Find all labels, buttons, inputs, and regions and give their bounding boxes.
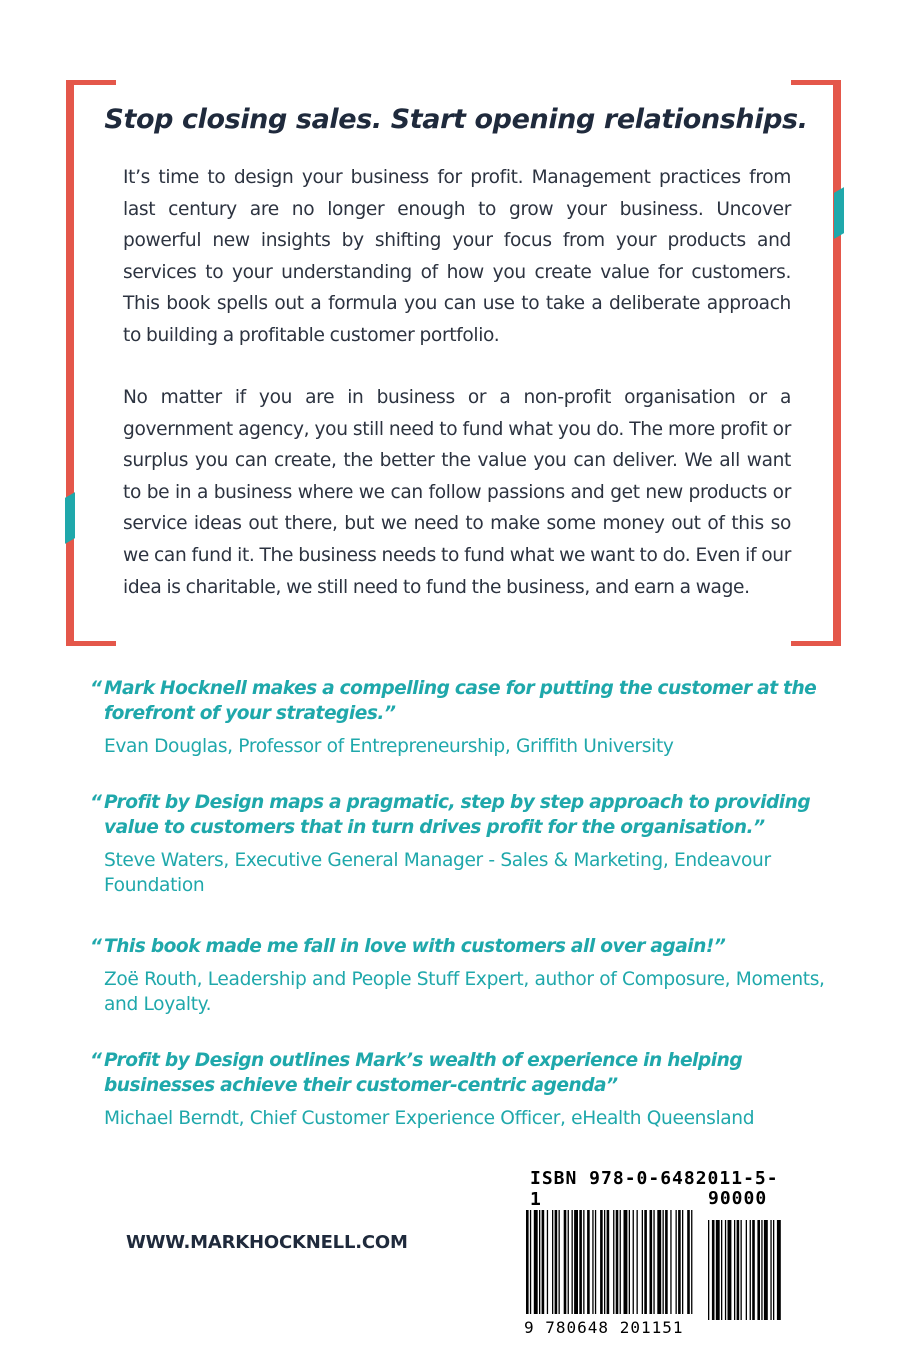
addon-barcode-bar [761, 1220, 762, 1320]
addon-barcode-bar [716, 1220, 720, 1320]
barcode-bar [624, 1210, 628, 1314]
barcode-bar [579, 1210, 582, 1314]
testimonial [92, 790, 832, 898]
barcode-bar [607, 1210, 610, 1314]
barcode-bar [547, 1210, 548, 1314]
testimonial-quote [92, 676, 832, 726]
testimonial [92, 676, 832, 759]
addon-barcode-bar [725, 1220, 726, 1320]
barcode-bar [600, 1210, 603, 1314]
barcode-bar [572, 1210, 573, 1314]
barcode-bar [613, 1210, 614, 1314]
quote-text: Profit by Design outlines Mark’s wealth of experience in helping businesses achieve their customer-centric agenda” [104, 1050, 743, 1096]
addon-barcode-bar [708, 1220, 709, 1320]
testimonial-quote [92, 790, 832, 840]
barcode-bar [629, 1210, 630, 1314]
addon-barcode-bar [773, 1220, 774, 1320]
quote-mark: “ [90, 936, 102, 957]
barcode-bar [583, 1210, 584, 1314]
testimonial [92, 1048, 832, 1131]
testimonial-attribution: Evan Douglas, Professor of Entrepreneurship, Griffith University [104, 736, 674, 757]
right-teal-accent [834, 187, 844, 239]
barcode-bar [587, 1210, 590, 1314]
barcode-bar [604, 1210, 605, 1314]
addon-barcode-bar [752, 1220, 755, 1320]
testimonial-quote [92, 1048, 832, 1098]
addon-barcode-bar [750, 1220, 751, 1320]
barcode-bar [678, 1210, 681, 1314]
quote-text: Mark Hocknell makes a compelling case for putting the customer at the forefront of your strategies.” [104, 678, 817, 724]
barcode-bar [530, 1210, 531, 1314]
barcode-bar [564, 1210, 567, 1314]
barcode-bar [644, 1210, 647, 1314]
testimonial [92, 934, 832, 1017]
barcode-bar [526, 1210, 529, 1314]
ean-digits: 9 780648 201151 [524, 1318, 684, 1337]
website-url[interactable]: WWW.MARKHOCKNELL.COM [126, 1232, 408, 1253]
headline: Stop closing sales. Start opening relationships. [104, 104, 808, 135]
body-paragraph-2: No matter if you are in business or a non-profit organisation or a government agency, you still need to fund what you do. The more profit or surplus you can create, the better the value you can deliver. We all want to be in a business where we can follow passions and get new products or service ideas out there, but we need to make some money out of this so we can fund it. The business needs to fund what we want to do. Even if our idea is charitable, we still need to fund the business, and earn a wage. [123, 387, 791, 598]
barcode-bar [633, 1210, 634, 1314]
barcode-bar [568, 1210, 569, 1314]
addon-barcode-bar [737, 1220, 740, 1320]
addon-barcode-bar [721, 1220, 722, 1320]
isbn-barcode-block [524, 1166, 788, 1342]
addon-barcode-bar [757, 1220, 760, 1320]
barcode-bar [665, 1210, 668, 1314]
barcode-graphic [524, 1210, 788, 1320]
addon-barcode-bar [777, 1220, 781, 1320]
addon-barcode-bar [746, 1220, 747, 1320]
right-bracket-frame [791, 80, 841, 646]
testimonial-quote [92, 934, 832, 959]
barcode-bar [691, 1210, 692, 1314]
price-code: 90000 [708, 1188, 768, 1209]
left-bracket-frame [66, 80, 116, 646]
addon-barcode-bar [712, 1220, 715, 1320]
barcode-bar [642, 1210, 643, 1314]
barcode-bar [539, 1210, 540, 1314]
quote-mark: “ [90, 792, 102, 813]
left-teal-accent [65, 492, 75, 544]
barcode-bar [555, 1210, 558, 1314]
barcode-bar [592, 1210, 593, 1314]
barcode-bar [552, 1210, 553, 1314]
addon-barcode-bar [764, 1220, 768, 1320]
addon-barcode-bar [734, 1220, 735, 1320]
quote-text: Profit by Design maps a pragmatic, step by step approach to providing value to customers that in turn drives profit for the organisation.” [104, 792, 811, 838]
addon-barcode-bar [728, 1220, 732, 1320]
barcode-bar [620, 1210, 621, 1314]
testimonial-attribution: Michael Berndt, Chief Customer Experience Officer, eHealth Queensland [104, 1108, 755, 1129]
quote-mark: “ [90, 1050, 102, 1071]
addon-barcode-bar [770, 1220, 771, 1320]
barcode-bar [559, 1210, 560, 1314]
barcode-bar [663, 1210, 664, 1314]
barcode-bar [657, 1210, 661, 1314]
barcode-bar [595, 1210, 596, 1314]
barcode-bar [670, 1210, 671, 1314]
barcode-bar [574, 1210, 578, 1314]
quote-mark: “ [90, 678, 102, 699]
barcode-bar [650, 1210, 653, 1314]
barcode-bar [616, 1210, 619, 1314]
barcode-bar [676, 1210, 677, 1314]
addon-barcode-bar [741, 1220, 742, 1320]
body-paragraph-1: It’s time to design your business for profit. Management practices from last century are no longer enough to grow your business. Uncover powerful new insights by shifting your focus from your products and services to your understanding of how you create value for customers. This book spells out a formula you can use to take a deliberate approach to building a profitable customer portfolio. [123, 167, 791, 346]
testimonial-attribution: Zoë Routh, Leadership and People Stuff Expert, author of Composure, Moments, and Loyalty. [104, 969, 825, 1015]
quote-text: This book made me fall in love with customers all over again!” [104, 936, 726, 957]
barcode-bar [534, 1210, 538, 1314]
isbn-label: ISBN 978-0-6482011-5-1 [530, 1168, 779, 1210]
barcode-bar [637, 1210, 638, 1314]
barcode-bar [542, 1210, 545, 1314]
barcode-bar [653, 1210, 654, 1314]
testimonial-attribution: Steve Waters, Executive General Manager - Sales & Marketing, Endeavour Foundation [104, 850, 771, 896]
barcode-bar [687, 1210, 690, 1314]
barcode-bar [682, 1210, 683, 1314]
